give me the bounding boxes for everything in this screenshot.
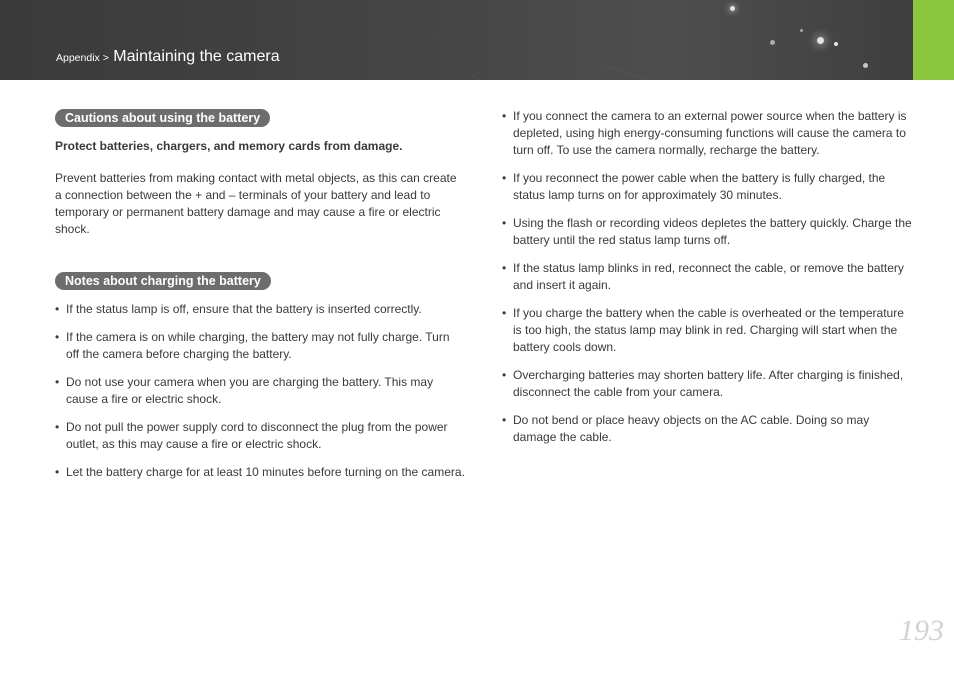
list-item-text: Overcharging batteries may shorten battery life. After charging is finished, disconnect the cable from your camera. — [513, 368, 904, 399]
list-item — [502, 305, 914, 356]
list-item — [55, 374, 465, 408]
list-item-text: If you charge the battery when the cable is overheated or the temperature is too high, the status lamp may blink in red. Charging will start when the battery cools down. — [513, 306, 904, 354]
bullet-marker: • — [502, 216, 507, 230]
bullet-marker: • — [502, 306, 507, 320]
list-item-text: Do not bend or place heavy objects on the AC cable. Doing so may damage the cable. — [513, 413, 870, 444]
list-item — [55, 419, 465, 453]
header-sparkle — [800, 29, 803, 32]
bullet-marker: • — [55, 302, 60, 316]
bullet-marker: • — [502, 368, 507, 382]
breadcrumb — [56, 48, 280, 66]
list-item — [502, 260, 914, 294]
breadcrumb-parent-link[interactable]: Appendix > — [56, 52, 109, 64]
list-item-text: If the camera is on while charging, the battery may not fully charge. Turn off the camera before charging the battery. — [66, 330, 450, 361]
header-sparkle — [817, 37, 824, 44]
list-item-text: If you connect the camera to an external power source when the battery is depleted, using high energy-consuming functions will cause the camera to turn off. To use the camera normally, recharge the battery. — [513, 109, 907, 157]
list-item-text: Using the flash or recording videos depletes the battery quickly. Charge the battery until the red status lamp turns off. — [513, 216, 912, 247]
bullet-marker: • — [55, 375, 60, 389]
section-paragraph: Prevent batteries from making contact with metal objects, as this can create a connection between the + and – terminals of your battery and lead to temporary or permanent battery damage and may cause a fire or electric shock. — [55, 171, 457, 236]
page-header — [0, 0, 954, 80]
list-item — [502, 412, 914, 446]
list-item — [55, 464, 465, 481]
section-heading-battery-cautions: Cautions about using the battery — [55, 109, 270, 127]
bullet-marker: • — [502, 413, 507, 427]
header-sparkle — [770, 40, 775, 45]
list-item-text: If you reconnect the power cable when the battery is fully charged, the status lamp turns on for approximately 30 minutes. — [513, 171, 886, 202]
bullet-marker: • — [55, 420, 60, 434]
list-item — [502, 367, 914, 401]
list-item-text: Do not use your camera when you are charging the battery. This may cause a fire or electric shock. — [66, 375, 434, 406]
list-item-text: Let the battery charge for at least 10 minutes before turning on the camera. — [66, 465, 465, 479]
header-sparkle — [863, 63, 868, 68]
list-item-text: If the status lamp blinks in red, reconnect the cable, or remove the battery and insert it again. — [513, 261, 904, 292]
list-item — [55, 301, 465, 318]
bullet-marker: • — [55, 330, 60, 344]
bullet-marker: • — [502, 171, 507, 185]
header-sparkle — [834, 42, 838, 46]
section-subheading: Protect batteries, chargers, and memory cards from damage. — [55, 139, 403, 153]
charging-notes-list — [55, 301, 465, 492]
list-item — [55, 329, 465, 363]
list-item — [502, 170, 914, 204]
list-item-text: If the status lamp is off, ensure that the battery is inserted correctly. — [66, 302, 422, 316]
bullet-marker: • — [55, 465, 60, 479]
header-sparkle — [730, 6, 735, 11]
list-item — [502, 215, 914, 249]
bullet-marker: • — [502, 109, 507, 123]
section-heading-charging-notes: Notes about charging the battery — [55, 272, 271, 290]
list-item-text: Do not pull the power supply cord to disconnect the plug from the power outlet, as this may cause a fire or electric shock. — [66, 420, 448, 451]
section-color-tab — [913, 0, 954, 80]
page-title: Maintaining the camera — [113, 48, 280, 65]
page-number: 193 — [899, 614, 944, 647]
list-item — [502, 108, 914, 159]
charging-notes-list-continued — [502, 108, 914, 457]
bullet-marker: • — [502, 261, 507, 275]
